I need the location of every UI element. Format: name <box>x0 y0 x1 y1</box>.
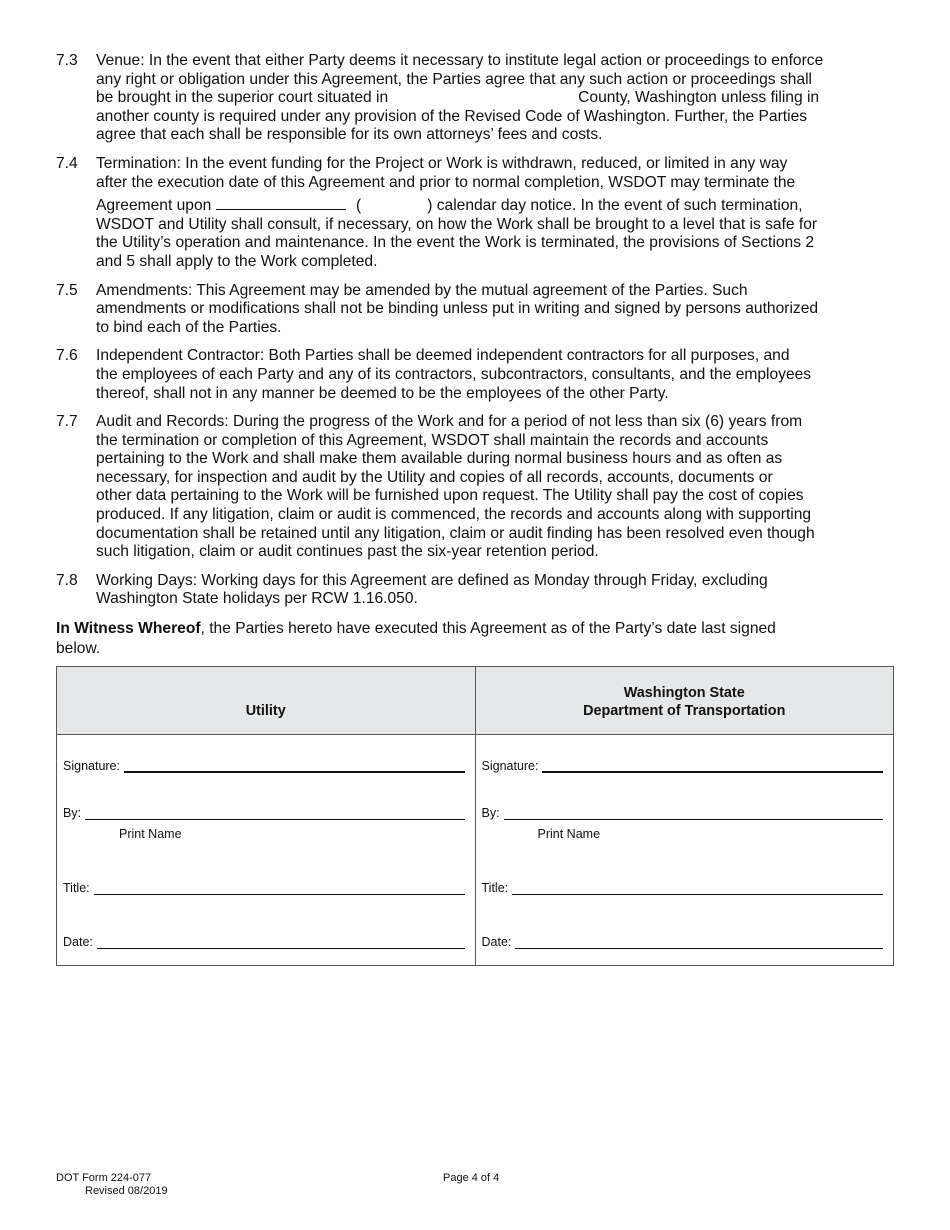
utility-title-field <box>63 881 465 895</box>
text-line: documentation shall be retained until any litigation, claim or audit finding has been resolved even though <box>96 524 815 542</box>
text-line: such litigation, claim or audit continues past the six-year retention period. <box>96 543 599 561</box>
section-text <box>96 155 896 272</box>
date-label: Date: <box>481 935 512 949</box>
wsdot-header-line2: Department of Transportation <box>583 703 786 719</box>
text-line: Amendments: This Agreement may be amended by the mutual agreement of the Parties. Such <box>96 281 748 299</box>
agreement-body <box>56 52 896 659</box>
notice-days-words-blank[interactable] <box>216 195 346 210</box>
wsdot-date-field <box>482 935 884 949</box>
text-line: and 5 shall apply to the Work completed. <box>96 252 378 270</box>
section-text <box>96 413 896 562</box>
utility-date-field <box>63 935 465 949</box>
text-line: below. <box>56 640 101 658</box>
text-line: to bind each of the Parties. <box>96 318 282 336</box>
form-number: DOT Form 224-077 <box>56 1172 152 1184</box>
utility-header-label: Utility <box>245 703 286 719</box>
text-line: WSDOT and Utility shall consult, if necessary, on how the Work shall be brought to a level that is safe for <box>96 215 818 233</box>
wsdot-title-field <box>482 881 884 895</box>
section-number: 7.3 <box>56 52 78 69</box>
by-label: By: <box>63 806 82 820</box>
section-number: 7.6 <box>56 347 78 365</box>
text-line: necessary, for inspection and audit by the Utility and copies of all records, accounts, documents or <box>96 468 773 486</box>
wsdot-by-field <box>482 806 884 820</box>
witness-text: , the Parties hereto have executed this Agreement as of the Party’s date last signed <box>200 620 776 638</box>
text-line <box>96 89 896 108</box>
text-line: Audit and Records: During the progress of the Work and for a period of not less than six (6) years from <box>96 413 803 431</box>
text-line: agree that each shall be responsible for its own attorneys’ fees and costs. <box>96 126 603 144</box>
section-text <box>96 282 896 338</box>
text-line: produced. If any litigation, claim or audit is commenced, the records and accounts along with supporting <box>96 506 812 524</box>
text-line <box>56 619 896 639</box>
wsdot-print-name-label: Print Name <box>537 827 601 841</box>
by-label: By: <box>481 806 500 820</box>
wsdot-signature-column <box>476 735 894 965</box>
utility-signature-field <box>63 759 465 773</box>
text-line: thereof, shall not in any manner be deemed to be the employees of the other Party. <box>96 384 669 402</box>
utility-date-line[interactable] <box>97 938 465 949</box>
section-7-4 <box>56 155 896 272</box>
witness-statement <box>56 619 896 659</box>
wsdot-by-line[interactable] <box>504 809 883 820</box>
form-footer <box>56 1172 168 1198</box>
text-line: after the execution date of this Agreement and prior to normal completion, WSDOT may terminate the <box>96 173 796 191</box>
section-7-7 <box>56 413 896 562</box>
section-text <box>96 347 896 403</box>
text-line: Washington State holidays per RCW 1.16.050. <box>96 590 418 608</box>
text-line: Independent Contractor: Both Parties shall be deemed independent contractors for all purposes, and <box>96 347 790 365</box>
title-label: Title: <box>481 881 509 895</box>
text-line: the termination or completion of this Agreement, WSDOT shall maintain the records and accounts <box>96 431 769 449</box>
page-number: Page 4 of 4 <box>443 1172 500 1184</box>
text-segment: ) calendar day notice. In the event of such termination, <box>427 197 803 215</box>
text-line: Termination: In the event funding for the Project or Work is withdrawn, reduced, or limited in any way <box>96 154 788 172</box>
wsdot-header <box>476 667 894 734</box>
wsdot-signature-line[interactable] <box>542 761 883 773</box>
utility-by-field <box>63 806 465 820</box>
signature-label: Signature: <box>63 759 120 773</box>
text-line: another county is required under any provision of the Revised Code of Washington. Further, the Parties <box>96 107 808 125</box>
text-line: amendments or modifications shall not be binding unless put in writing and signed by persons authorized <box>96 300 819 318</box>
revision-date: Revised 08/2019 <box>85 1185 168 1197</box>
section-number: 7.8 <box>56 571 78 589</box>
section-number: 7.4 <box>56 154 78 172</box>
wsdot-title-line[interactable] <box>512 884 883 895</box>
utility-print-name-label: Print Name <box>119 827 182 841</box>
section-7-8 <box>56 572 896 609</box>
signature-label: Signature: <box>481 759 539 773</box>
text-line: the employees of each Party and any of its contractors, subcontractors, consultants, and the employees <box>96 365 812 383</box>
section-number: 7.7 <box>56 413 78 431</box>
section-7-3 <box>56 52 896 145</box>
wsdot-date-line[interactable] <box>515 938 883 949</box>
date-label: Date: <box>63 935 93 949</box>
wsdot-signature-field <box>482 759 884 773</box>
text-line: Working Days: Working days for this Agreement are defined as Monday through Friday, excluding <box>96 571 768 589</box>
text-line: pertaining to the Work and shall make them available during normal business hours and as often as <box>96 450 783 468</box>
text-segment: ( <box>356 197 362 215</box>
text-line: any right or obligation under this Agreement, the Parties agree that any such action or proceedings shall <box>96 70 813 88</box>
section-7-6 <box>56 347 896 403</box>
utility-signature-line[interactable] <box>124 761 465 773</box>
utility-header <box>57 667 476 734</box>
utility-title-line[interactable] <box>94 884 465 895</box>
section-number: 7.5 <box>56 281 78 299</box>
text-segment: County, Washington unless filing in <box>578 89 820 107</box>
text-segment: Agreement upon <box>96 197 212 215</box>
utility-by-line[interactable] <box>85 809 464 820</box>
wsdot-header-line1: Washington State <box>623 685 745 701</box>
utility-signature-column <box>57 735 476 965</box>
signature-table-header <box>57 667 893 735</box>
signature-table-body <box>57 735 893 965</box>
text-line: other data pertaining to the Work will be furnished upon request. The Utility shall pay the cost of copies <box>96 487 804 505</box>
section-text <box>96 572 896 609</box>
text-segment: be brought in the superior court situated in <box>96 89 389 107</box>
text-line <box>96 195 896 216</box>
signature-table <box>56 666 894 966</box>
section-7-5 <box>56 282 896 338</box>
witness-bold: In Witness Whereof <box>56 620 201 638</box>
section-text <box>96 52 896 145</box>
text-line: Venue: In the event that either Party deems it necessary to institute legal action or proceedings to enforce <box>96 52 824 69</box>
title-label: Title: <box>63 881 90 895</box>
text-line: the Utility’s operation and maintenance. In the event the Work is terminated, the provisions of Sections 2 <box>96 234 814 252</box>
